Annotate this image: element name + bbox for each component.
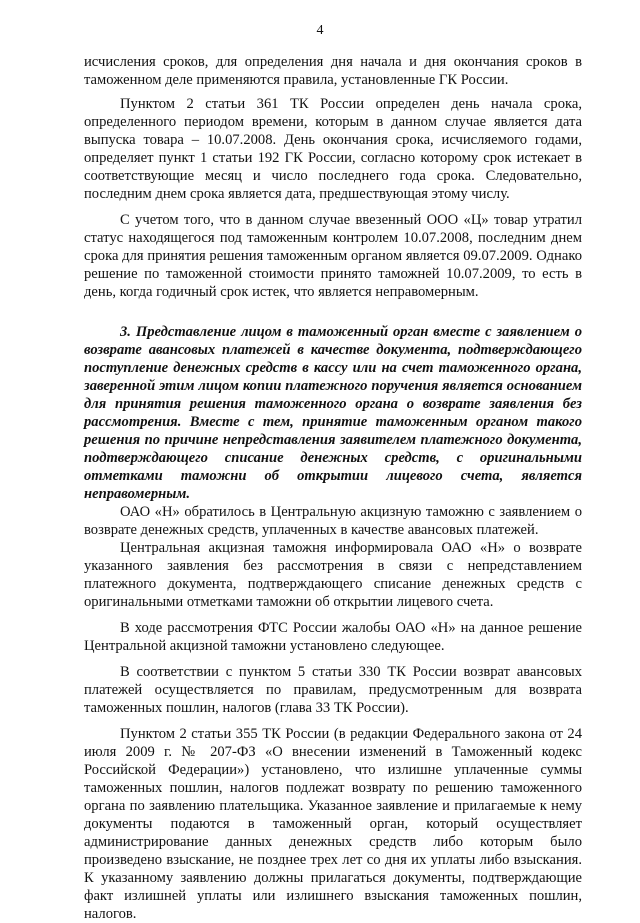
section-3-heading: 3. Представление лицом в таможенный орган вместе с заявлением о возврате авансовых платежей в качестве документа, подтверждающего поступление денежных средств в кассу или на счет таможенного органа, заверенной этим лицом копии платежного поручения является основанием для принятия решения таможенного органа о возврате заявления без рассмотрения. Вместе с тем, принятие таможенным органом такого решения по причине непредставления заявителем платежного документа, подтверждающего списание денежных средств, с оригинальными отметками таможни об открытии лицевого счета, является неправомерным. <box>84 324 582 502</box>
paragraph-oao-application: ОАО «Н» обратилось в Центральную акцизную таможню с заявлением о возврате денежных средств, уплаченных в качестве авансовых платежей. <box>84 504 582 538</box>
paragraph-article-330: В соответствии с пунктом 5 статьи 330 ТК России возврат авансовых платежей осуществляется по правилам, предусмотренным для возврата таможенных пошлин, налогов (глава 33 ТК России). <box>84 664 582 716</box>
paragraph-conclusion-unlawful: С учетом того, что в данном случае ввезенный ООО «Ц» товар утратил статус находящегося под таможенным контролем 10.07.2008, последним днем срока для принятия решения таможенным органом является 09.07.2009. Однако решение по таможенной стоимости принято таможней 10.07.2009, то есть в день, когда годичный срок истек, что является неправомерным. <box>84 212 582 300</box>
paragraph-deadline-rules: исчисления сроков, для определения дня начала и дня окончания сроков в таможенном деле применяются правила, установленные ГК России. <box>84 54 582 88</box>
document-body <box>84 53 582 923</box>
paragraph-fts-review: В ходе рассмотрения ФТС России жалобы ОАО «Н» на данное решение Центральной акцизной таможни установлено следующее. <box>84 620 582 654</box>
paragraph-customs-return: Центральная акцизная таможня информировала ОАО «Н» о возврате указанного заявления без рассмотрения в связи с непредставлением платежного документа, подтверждающего списание денежных средств с оригинальными отметками таможни об открытии лицевого счета. <box>84 540 582 610</box>
paragraph-term-start: Пунктом 2 статьи 361 ТК России определен день начала срока, определенного периодом времени, которым в данном случае является дата выпуска товара – 10.07.2008. День окончания срока, исчисляемого годами, определяет пункт 1 статьи 192 ГК России, согласно которому срок истекает в соответствующие месяц и число последнего года срока. Следовательно, последним днем срока является дата, предшествующая этому числу. <box>84 96 582 202</box>
paragraph-article-355: Пунктом 2 статьи 355 ТК России (в редакции Федерального закона от 24 июля 2009 г. № 207-ФЗ «О внесении изменений в Таможенный кодекс Российской Федерации») установлено, что излишне уплаченные суммы таможенных пошлин, налогов подлежат возврату по решению таможенного органа по заявлению плательщика. Указанное заявление и прилагаемые к нему документы подаются в таможенный орган, который осуществляет администрирование данных денежных средств либо которым было произведено взыскание, не позднее трех лет со дня их уплаты либо взыскания. К указанному заявлению должны прилагаться документы, подтверждающие факт излишней уплаты или излишнего взыскания таможенных пошлин, налогов. <box>84 726 582 922</box>
page-number: 4 <box>316 23 324 38</box>
